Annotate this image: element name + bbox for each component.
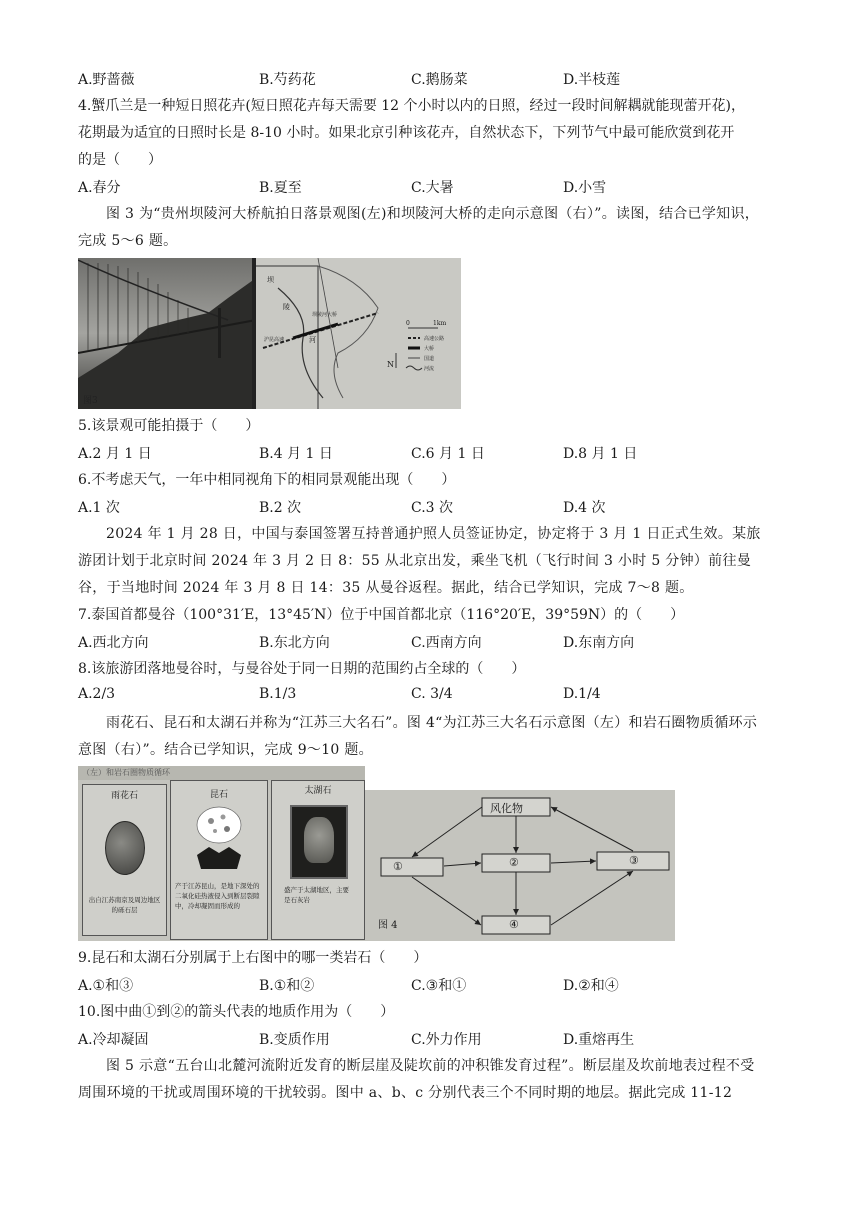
map-label-he: 河: [309, 336, 316, 344]
figure-4-caption: 图 4: [378, 920, 398, 931]
q6-text: 6.不考虑天气，一年中相同视角下的相同景观能出现（ ）: [78, 472, 456, 488]
option-c: C. 3/4: [411, 686, 453, 702]
q10-text: 10.图中曲①到②的箭头代表的地质作用为（ ）: [78, 1004, 395, 1020]
option-a: A.2/3: [78, 686, 116, 702]
map-label-ba: 坝: [267, 276, 274, 284]
option-a: A.野蔷薇: [78, 72, 135, 88]
map-scale-1km: 1km: [433, 320, 447, 327]
yuhua-stone-image: [105, 821, 145, 875]
intro-11-12: 图 5 示意“五台山北麓河流附近发育的断层崖及陡坎前的冲积锥发育过程”。断层崖及坎前地表过程不受周围环境的干扰或周围环境的干扰较弱。图中 a、b、c 分别代表三个不同时期的地层。据此完成 11-12: [78, 1058, 755, 1101]
q6-options: [78, 497, 778, 517]
figure-4-top-strip: （左）和岩石圈物质循环: [78, 766, 369, 780]
q3-options: [78, 69, 778, 89]
option-c: C.鹅肠菜: [411, 72, 468, 88]
figure-3: [78, 258, 461, 409]
figure-3-caption: 图3: [83, 396, 98, 406]
option-a: A.春分: [78, 180, 121, 196]
node-1: ①: [393, 860, 403, 873]
option-d: D.东南方向: [563, 635, 635, 651]
option-b: B.变质作用: [259, 1032, 330, 1048]
node-weathered-material: 风化物: [490, 802, 523, 815]
intro-9-10: 雨花石、昆石和太湖石并称为“江苏三大名石”。图 4“为江苏三大名石示意图（左）和岩石圈物质循环示意图（右）”。结合已学知识，完成 9～10 题。: [78, 715, 758, 758]
option-d: D.重熔再生: [563, 1032, 635, 1048]
q8-options: [78, 686, 778, 706]
option-b: B.1/3: [259, 686, 297, 702]
option-c: C.3 次: [411, 500, 454, 516]
q9-options: [78, 975, 778, 995]
option-b: B.4 月 1 日: [259, 446, 333, 462]
option-a: A.2 月 1 日: [78, 446, 152, 462]
option-d: D.半枝莲: [563, 72, 621, 88]
option-b: B.①和②: [259, 978, 315, 994]
stone-panel-taihu: [271, 780, 365, 940]
q4-line-3: 的是（ ）: [78, 152, 162, 168]
stone-desc: 产于江苏昆山，是地下深处的二氧化硅热液侵入到断层裂隙中，冷却凝固而形成的: [175, 882, 260, 910]
map-scale-zero: 0: [406, 320, 410, 327]
option-a: A.西北方向: [78, 635, 149, 651]
option-d: D.1/4: [563, 686, 601, 702]
option-b: B.2 次: [259, 500, 302, 516]
kun-stone-image: [191, 803, 247, 873]
stone-panel-kun: [170, 780, 268, 940]
q4-line-1: 4.蟹爪兰是一种短日照花卉(短日照花卉每天需要 12 个小时以内的日照，经过一段时间解耦就能现蕾开花)，: [78, 98, 745, 114]
intro-5-6: 图 3 为“贵州坝陵河大桥航拍日落景观图(左)和坝陵河大桥的走向示意图（右）”。读图，结合已学知识，完成 5～6 题。: [78, 206, 760, 249]
stone-name: 太湖石: [304, 786, 332, 796]
q8-text: 8.该旅游团落地曼谷时，与曼谷处于同一日期的范围约占全球的（ ）: [78, 661, 526, 677]
node-3: ③: [629, 854, 639, 867]
figure-4: [78, 766, 675, 941]
option-b: B.东北方向: [259, 635, 330, 651]
q4-line-2: 花期最为适宜的日照时长是 8-10 小时。如果北京引种该花卉，自然状态下，下列节气中最可能欣赏到花开: [78, 125, 735, 141]
option-a: A.冷却凝固: [78, 1032, 149, 1048]
node-4: ④: [509, 918, 519, 931]
stone-name: 雨花石: [110, 791, 138, 801]
option-d: D.4 次: [563, 500, 606, 516]
option-b: B.夏至: [259, 180, 302, 196]
option-c: C.6 月 1 日: [411, 446, 485, 462]
q5-options: [78, 443, 778, 463]
stone-panel-yuhua: [82, 784, 167, 936]
map-north-arrow: N: [387, 360, 394, 369]
intro-7-8: 2024 年 1 月 28 日，中国与泰国签署互持普通护照人员签证协定，协定将于 3 月 1 日正式生效。某旅游团计划于北京时间 2024 年 3 月 2 日 8：55 从北京出发，乘坐飞机（飞行时间 3 小时 5 分钟）前往曼谷，于当地时间 2024 年 3 月 8 日 14：35 从曼谷返程。据此，结合已学知识，完成 7～8 题。: [78, 526, 761, 596]
option-d: D.8 月 1 日: [563, 446, 638, 462]
legend-national-road: 国道: [424, 356, 435, 362]
map-label-ling: 陵: [283, 303, 290, 311]
option-c: C.外力作用: [411, 1032, 482, 1048]
option-d: D.小雪: [563, 180, 607, 196]
legend-bridge: 大桥: [424, 346, 435, 352]
stone-name: 昆石: [209, 790, 228, 800]
q7-options: [78, 632, 778, 652]
q9-text: 9.昆石和太湖石分别属于上右图中的哪一类岩石（ ）: [78, 950, 428, 966]
option-c: C.西南方向: [411, 635, 482, 651]
option-b: B.芍药花: [259, 72, 316, 88]
page-margin-block: [365, 766, 675, 790]
option-d: D.②和④: [563, 978, 619, 994]
q5-text: 5.该景观可能拍摄于（ ）: [78, 418, 260, 434]
map-label-bridge: 坝陵河大桥: [312, 312, 338, 318]
q7-text: 7.泰国首都曼谷（100°31′E，13°45′N）位于中国首都北京（116°20′E，39°59N）的（ ）: [78, 607, 685, 623]
legend-highway: 高速公路: [424, 336, 445, 342]
node-2: ②: [509, 856, 519, 869]
stone-desc: 出自江苏南京及周边地区的砾石层: [88, 896, 161, 914]
map-label-highway: 沪昆高速: [264, 337, 285, 343]
option-c: C.大暑: [411, 180, 454, 196]
stone-desc: 盛产于太湖地区，主要是石灰岩: [284, 886, 349, 904]
q4-options: [78, 177, 778, 197]
option-a: A.①和③: [78, 978, 134, 994]
taihu-stone-image: [290, 805, 348, 879]
legend-river: 河流: [424, 366, 435, 372]
option-a: A.1 次: [78, 500, 120, 516]
q10-options: [78, 1029, 778, 1049]
option-c: C.③和①: [411, 978, 467, 994]
